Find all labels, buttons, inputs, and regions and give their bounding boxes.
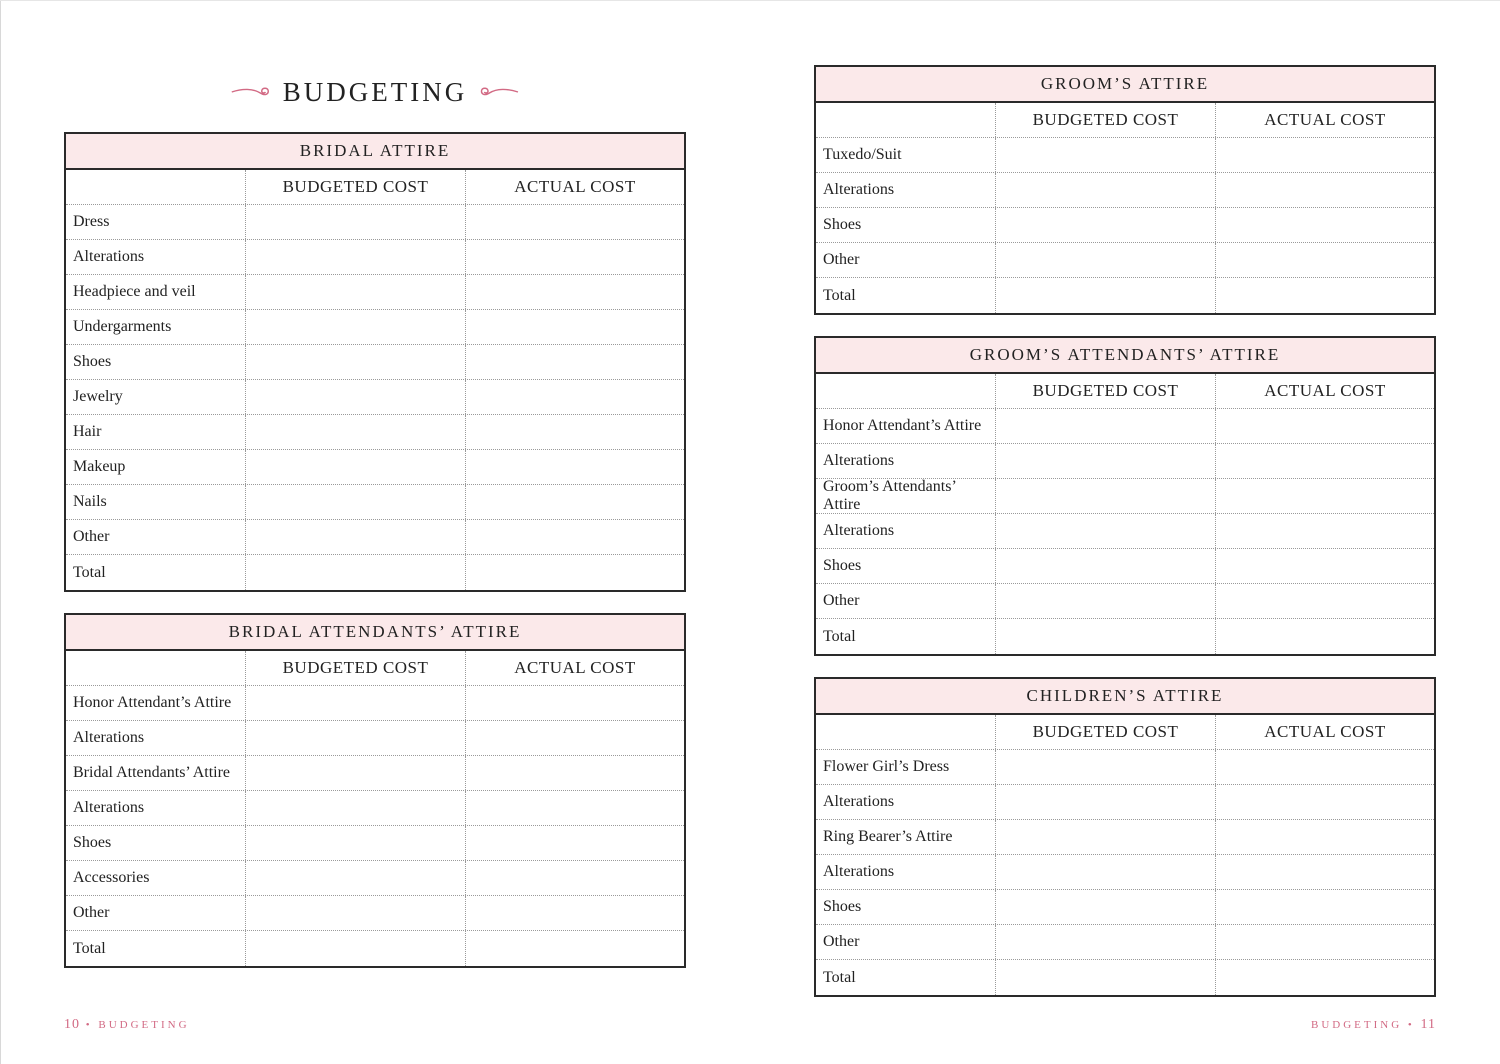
actual-cost-cell[interactable] [466,205,684,239]
page-edge-top [0,0,1500,1]
row-label: Alterations [816,855,996,889]
table-row [816,820,1434,855]
budgeted-cost-cell[interactable] [996,138,1216,172]
page-number-left: 10 [64,1017,80,1032]
budgeted-cost-cell[interactable] [996,549,1216,583]
row-label: Shoes [816,890,996,924]
table-row [66,686,684,721]
table-row [816,243,1434,278]
actual-cost-cell[interactable] [466,826,684,860]
row-label: Other [816,925,996,959]
actual-cost-cell[interactable] [1216,243,1434,277]
actual-cost-cell[interactable] [1216,138,1434,172]
table-row [66,555,684,590]
actual-cost-cell[interactable] [466,756,684,790]
table-row [66,896,684,931]
grooms-attire-table [814,65,1436,315]
actual-cost-header: ACTUAL COST [1264,110,1386,129]
table-row [66,756,684,791]
row-label: Alterations [816,444,996,478]
table-row [66,310,684,345]
table-row [816,960,1434,995]
budgeted-cost-cell[interactable] [246,450,466,484]
row-label: Accessories [66,861,246,895]
footer-left [64,1017,190,1033]
actual-cost-cell[interactable] [466,555,684,590]
budgeted-cost-cell[interactable] [996,785,1216,819]
budgeted-cost-cell[interactable] [996,479,1216,513]
actual-cost-header: ACTUAL COST [1264,722,1386,741]
table-row [816,208,1434,243]
actual-cost-cell[interactable] [1216,960,1434,995]
budgeted-cost-cell[interactable] [246,896,466,930]
column-header-row [66,651,684,686]
table-title: GROOM’S ATTENDANTS’ ATTIRE [816,338,1434,374]
table-row [816,444,1434,479]
actual-cost-header: ACTUAL COST [514,658,636,677]
row-label: Other [816,584,996,618]
flourish-right-icon [479,81,520,103]
table-row [816,855,1434,890]
row-label: Alterations [816,514,996,548]
row-label: Bridal Attendants’ Attire [66,756,246,790]
row-label: Alterations [66,791,246,825]
budgeted-cost-cell[interactable] [246,205,466,239]
footer-right [1311,1017,1436,1033]
actual-cost-cell[interactable] [466,861,684,895]
actual-cost-cell[interactable] [1216,750,1434,784]
table-row [66,721,684,756]
row-label: Shoes [66,345,246,379]
row-label: Total [66,931,246,966]
page-heading [230,72,520,112]
budgeted-cost-cell[interactable] [246,555,466,590]
actual-cost-cell[interactable] [1216,855,1434,889]
row-label: Alterations [66,240,246,274]
table-row [816,173,1434,208]
footer-separator-left: • [85,1019,93,1031]
actual-cost-cell[interactable] [466,896,684,930]
budgeted-cost-cell[interactable] [996,243,1216,277]
row-label: Ring Bearer’s Attire [816,820,996,854]
actual-cost-cell[interactable] [466,345,684,379]
budgeted-cost-cell[interactable] [246,791,466,825]
budgeted-cost-cell[interactable] [246,240,466,274]
budgeted-cost-cell[interactable] [996,444,1216,478]
table-title: CHILDREN’S ATTIRE [816,679,1434,715]
actual-cost-cell[interactable] [1216,173,1434,207]
page-title: BUDGETING [282,76,468,107]
table-title: BRIDAL ATTIRE [66,134,684,170]
column-header-row [816,715,1434,750]
table-row [66,415,684,450]
actual-cost-cell[interactable] [1216,584,1434,618]
table-row [66,240,684,275]
actual-cost-cell[interactable] [1216,479,1434,513]
actual-cost-cell[interactable] [1216,619,1434,654]
budgeted-cost-header: BUDGETED COST [996,715,1216,749]
table-row [816,619,1434,654]
budgeted-cost-cell[interactable] [246,686,466,720]
row-label: Alterations [816,785,996,819]
table-row [66,485,684,520]
row-label: Groom’s Attendants’ Attire [816,479,996,513]
item-column-header [66,170,246,204]
footer-label-right: BUDGETING [1310,1019,1403,1031]
budgeted-cost-cell[interactable] [996,208,1216,242]
row-label: Shoes [816,208,996,242]
footer-separator-right: • [1407,1019,1415,1031]
budgeted-cost-cell[interactable] [246,520,466,554]
row-label: Total [816,960,996,995]
budgeted-cost-cell[interactable] [996,619,1216,654]
actual-cost-cell[interactable] [466,686,684,720]
row-label: Alterations [66,721,246,755]
budgeted-cost-cell[interactable] [246,756,466,790]
row-label: Makeup [66,450,246,484]
bridal-attire-table [64,132,686,592]
actual-cost-cell[interactable] [1216,925,1434,959]
row-label: Total [66,555,246,590]
column-header-row [816,374,1434,409]
row-label: Shoes [816,549,996,583]
budgeted-cost-cell[interactable] [996,960,1216,995]
actual-cost-cell[interactable] [466,791,684,825]
table-row [816,138,1434,173]
actual-cost-cell[interactable] [466,721,684,755]
table-row [816,549,1434,584]
budgeted-cost-cell[interactable] [996,750,1216,784]
row-label: Nails [66,485,246,519]
row-label: Tuxedo/Suit [816,138,996,172]
row-label: Jewelry [66,380,246,414]
budgeted-cost-cell[interactable] [246,380,466,414]
budgeted-cost-cell[interactable] [246,275,466,309]
row-label: Total [816,278,996,313]
table-row [66,931,684,966]
actual-cost-cell[interactable] [1216,444,1434,478]
budgeted-cost-cell[interactable] [246,931,466,966]
budgeted-cost-header: BUDGETED COST [246,651,466,685]
actual-cost-cell[interactable] [1216,278,1434,313]
actual-cost-cell[interactable] [1216,820,1434,854]
table-row [66,791,684,826]
row-label: Alterations [816,173,996,207]
actual-cost-cell[interactable] [466,380,684,414]
budgeted-cost-cell[interactable] [996,278,1216,313]
table-row [66,380,684,415]
table-row [816,584,1434,619]
actual-cost-cell[interactable] [466,240,684,274]
actual-cost-cell[interactable] [1216,208,1434,242]
row-label: Shoes [66,826,246,860]
budgeted-cost-cell[interactable] [996,855,1216,889]
table-row [816,890,1434,925]
budgeted-cost-cell[interactable] [246,721,466,755]
actual-cost-cell[interactable] [466,520,684,554]
budgeted-cost-cell[interactable] [996,584,1216,618]
table-row [66,520,684,555]
column-header-row [816,103,1434,138]
table-row [66,345,684,380]
budgeted-cost-cell[interactable] [996,173,1216,207]
table-row [816,750,1434,785]
row-label: Headpiece and veil [66,275,246,309]
table-row [66,826,684,861]
actual-cost-header: ACTUAL COST [514,177,636,196]
budgeted-cost-cell[interactable] [246,345,466,379]
actual-cost-cell[interactable] [1216,409,1434,443]
actual-cost-cell[interactable] [1216,890,1434,924]
actual-cost-cell[interactable] [1216,549,1434,583]
flourish-left-icon [230,81,271,103]
row-label: Hair [66,415,246,449]
actual-cost-cell[interactable] [466,275,684,309]
budgeted-cost-cell[interactable] [246,485,466,519]
table-row [66,275,684,310]
budgeted-cost-cell[interactable] [996,409,1216,443]
row-label: Undergarments [66,310,246,344]
actual-cost-cell[interactable] [466,450,684,484]
table-row [816,925,1434,960]
bridal-attendants-attire-table [64,613,686,968]
item-column-header [66,651,246,685]
column-header-row [66,170,684,205]
budgeted-cost-cell[interactable] [246,415,466,449]
row-label: Dress [66,205,246,239]
row-label: Total [816,619,996,654]
row-label: Flower Girl’s Dress [816,750,996,784]
budgeted-cost-header: BUDGETED COST [996,374,1216,408]
table-row [816,785,1434,820]
footer-label-left: BUDGETING [98,1019,190,1031]
table-row [816,278,1434,313]
table-row [816,479,1434,514]
row-label: Other [816,243,996,277]
item-column-header [816,103,996,137]
table-row [66,205,684,240]
actual-cost-cell[interactable] [1216,785,1434,819]
childrens-attire-table [814,677,1436,997]
budgeted-cost-header: BUDGETED COST [996,103,1216,137]
table-row [816,514,1434,549]
budgeted-cost-cell[interactable] [246,310,466,344]
item-column-header [816,715,996,749]
budgeted-cost-cell[interactable] [996,925,1216,959]
actual-cost-cell[interactable] [466,310,684,344]
table-row [816,409,1434,444]
row-label: Other [66,896,246,930]
actual-cost-cell[interactable] [466,931,684,966]
row-label: Honor Attendant’s Attire [66,686,246,720]
actual-cost-cell[interactable] [466,485,684,519]
actual-cost-cell[interactable] [466,415,684,449]
item-column-header [816,374,996,408]
budgeted-cost-cell[interactable] [246,826,466,860]
row-label: Other [66,520,246,554]
page-number-right: 11 [1420,1017,1436,1032]
grooms-attendants-attire-table [814,336,1436,656]
budgeted-cost-cell[interactable] [996,514,1216,548]
actual-cost-header: ACTUAL COST [1264,381,1386,400]
budgeted-cost-cell[interactable] [246,861,466,895]
table-title: BRIDAL ATTENDANTS’ ATTIRE [66,615,684,651]
table-row [66,861,684,896]
budgeted-cost-cell[interactable] [996,890,1216,924]
row-label: Honor Attendant’s Attire [816,409,996,443]
page-edge [0,0,1,1064]
budgeted-cost-cell[interactable] [996,820,1216,854]
table-title: GROOM’S ATTIRE [816,67,1434,103]
budgeted-cost-header: BUDGETED COST [246,170,466,204]
table-row [66,450,684,485]
actual-cost-cell[interactable] [1216,514,1434,548]
